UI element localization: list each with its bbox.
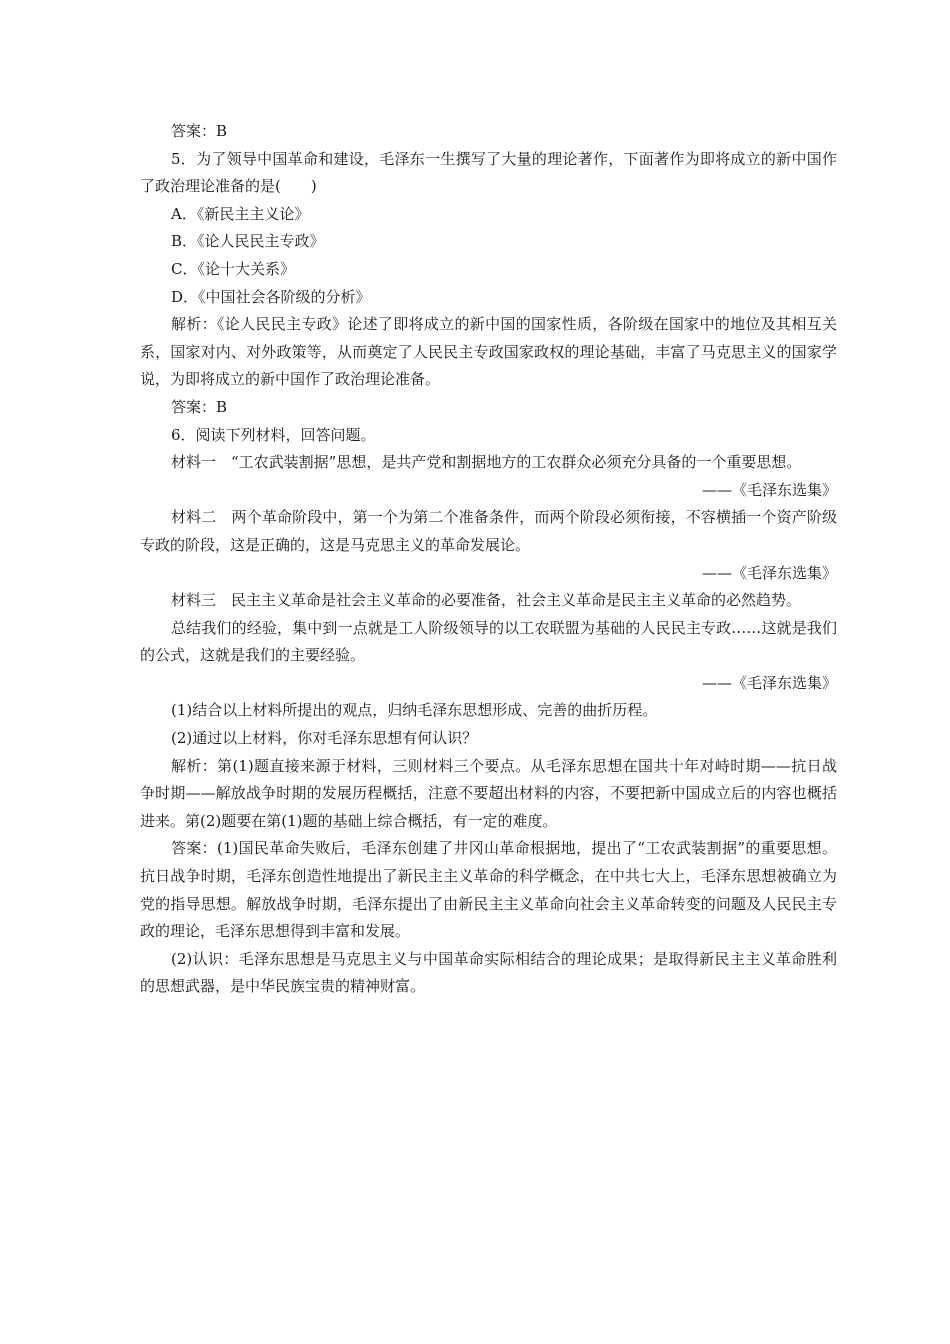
answer-5: 答案：B xyxy=(171,397,228,416)
sub-question-2: (2)通过以上材料，你对毛泽东思想有何认识？ xyxy=(171,729,478,748)
question-5: 5．为了领导中国革命和建设，毛泽东一生撰写了大量的理论著作，下面著作为即将成立的新中国作了政治理论准备的是( ) xyxy=(140,149,837,196)
material-2-source: ——《毛泽东选集》 xyxy=(701,563,837,582)
material-1-source: ——《毛泽东选集》 xyxy=(701,480,837,499)
option-b: B．《论人民民主专政》 xyxy=(171,232,325,251)
option-a: A．《新民主主义论》 xyxy=(171,204,310,223)
document-body xyxy=(140,118,837,1001)
analysis-5: 解析：《论人民民主专政》论述了即将成立的新中国的国家性质，各阶级在国家中的地位及其相互关系，国家对内、对外政策等，从而奠定了人民民主专政国家政权的理论基础，丰富了马克思主义的国家学说，为即将成立的新中国作了政治理论准备。 xyxy=(140,315,837,389)
option-c: C．《论十大关系》 xyxy=(171,259,295,278)
sub-question-1: (1)结合以上材料所提出的观点，归纳毛泽东思想形成、完善的曲折历程。 xyxy=(171,701,658,720)
question-6: 6．阅读下列材料，回答问题。 xyxy=(171,425,376,444)
material-3-cont: 总结我们的经验，集中到一点就是工人阶级领导的以工农联盟为基础的人民民主专政……这就是我们的公式，这就是我们的主要经验。 xyxy=(140,618,837,665)
material-2: 材料二 两个革命阶段中，第一个为第二个准备条件，而两个阶段必须衔接，不容横插一个资产阶级专政的阶段，这是正确的，这是马克思主义的革命发展论。 xyxy=(140,508,837,554)
option-d: D．《中国社会各阶级的分析》 xyxy=(171,287,371,306)
answer-6-part-2: (2)认识：毛泽东思想是马克思主义与中国革命实际相结合的理论成果；是取得新民主主义革命胜利的思想武器，是中华民族宝贵的精神财富。 xyxy=(140,949,837,996)
material-3-source: ——《毛泽东选集》 xyxy=(701,673,837,692)
material-1: 材料一 “工农武装割据”思想，是共产党和割据地方的工农群众必须充分具备的一个重要思想。 xyxy=(171,453,802,472)
answer-6-part-1: 答案：(1)国民革命失败后，毛泽东创建了井冈山革命根据地，提出了“工农武装割据”的重要思想。抗日战争时期，毛泽东创造性地提出了新民主主义革命的科学概念，在中共七大上，毛泽东思想被确立为党的指导思想。解放战争时期，毛泽东提出了由新民主主义革命向社会主义革命转变的问题及人民民主专政的理论，毛泽东思想得到丰富和发展。 xyxy=(140,839,837,941)
material-3: 材料三 民主主义革命是社会主义革命的必要准备，社会主义革命是民主主义革命的必然趋势。 xyxy=(171,591,802,610)
analysis-6: 解析：第(1)题直接来源于材料，三则材料三个要点。从毛泽东思想在国共十年对峙时期——抗日战争时期——解放战争时期的发展历程概括，注意不要超出材料的内容，不要把新中国成立后的内容也概括进来。第(2)题要在第(1)题的基础上综合概括，有一定的难度。 xyxy=(140,756,837,830)
answer-4: 答案：B xyxy=(171,122,228,140)
